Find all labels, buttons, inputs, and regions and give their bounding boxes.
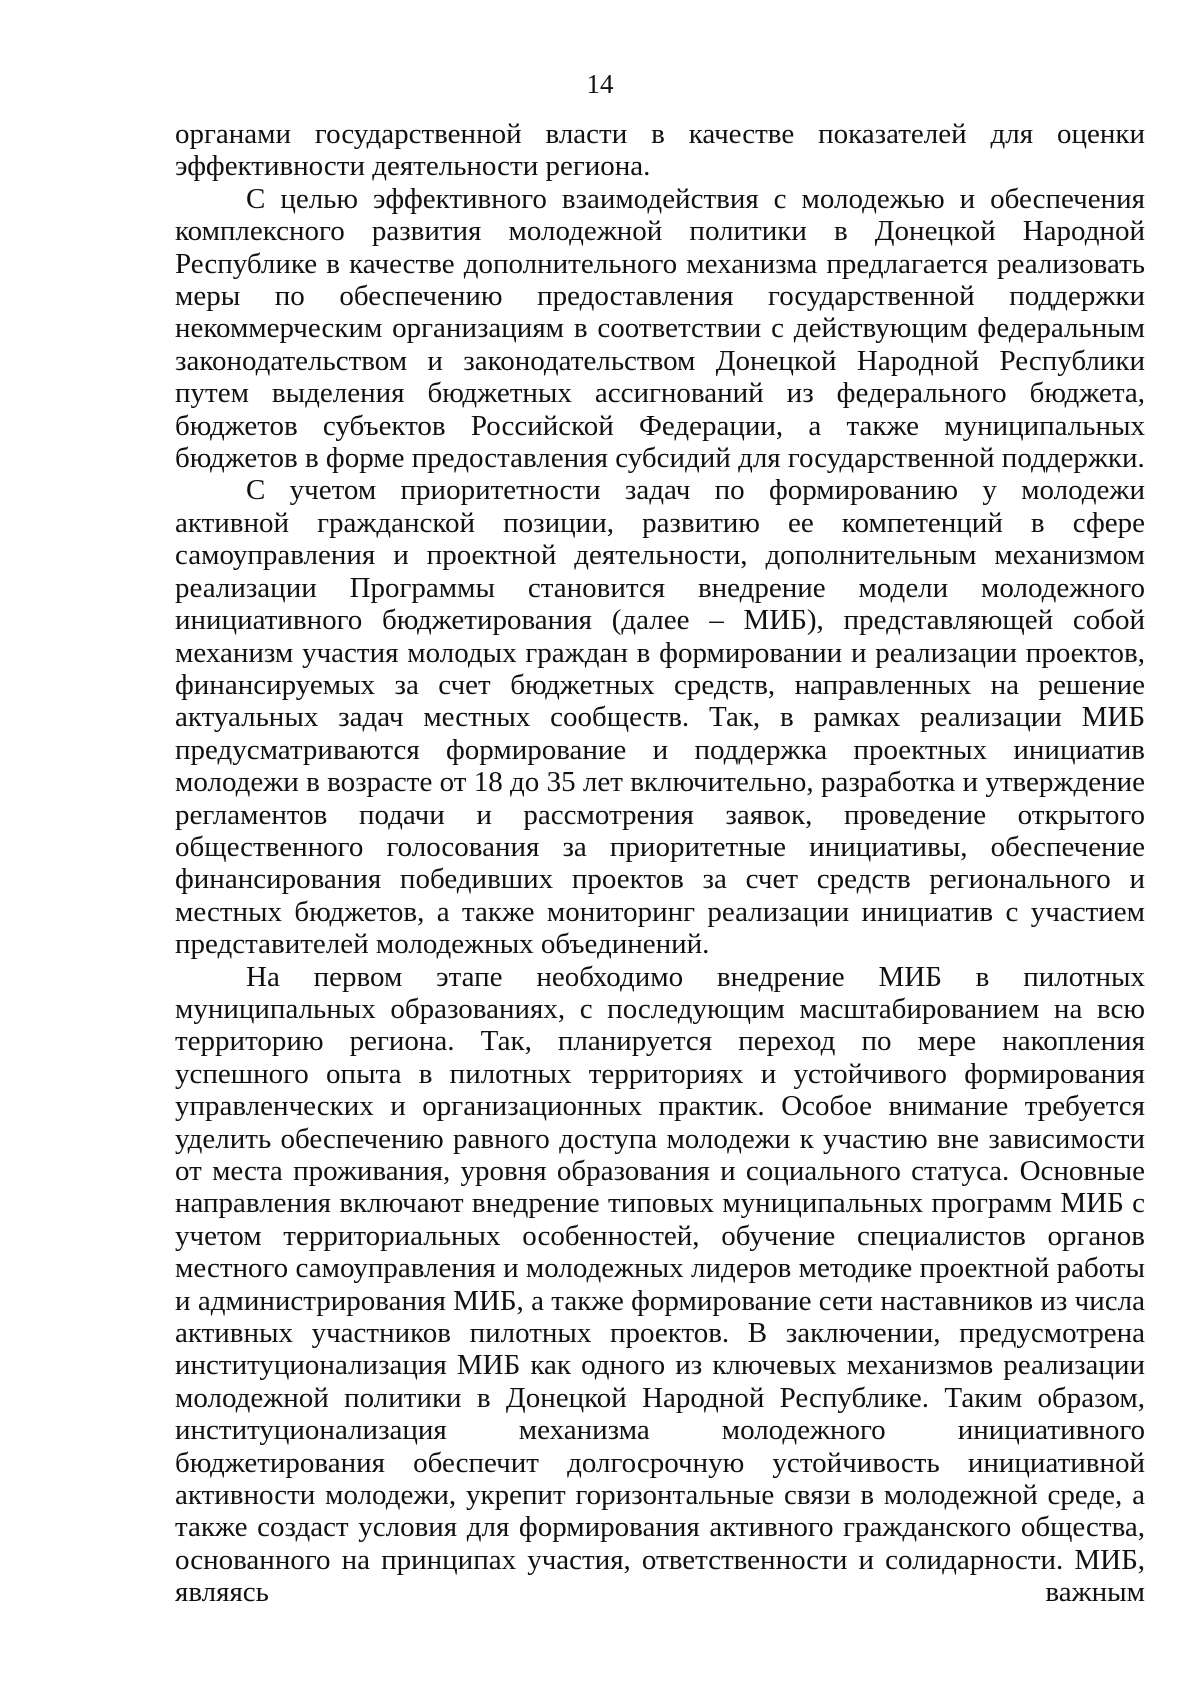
body-text	[175, 118, 1145, 1609]
paragraph-pilot-stage: На первом этапе необходимо внедрение МИБ в пилотных муниципальных образованиях, с последующим масштабированием на всю территорию региона. Так, планируется переход по мере накопления успешного опыта в пилотных территориях и устойчивого формирования управленческих и организационных практик. Особое внимание требуется уделить обеспечению равного доступа молодежи к участию вне зависимости от места проживания, уровня образования и социального статуса. Основные направления включают внедрение типовых муниципальных программ МИБ с учетом территориальных особенностей, обучение специалистов органов местного самоуправления и молодежных лидеров методике проектной работы и администрирования МИБ, а также формирование сети наставников из числа активных участников пилотных проектов. В заключении, предусмотрена институционализация МИБ как одного из ключевых механизмов реализации молодежной политики в Донецкой Народной Республике. Таким образом, институционализация механизма молодежного инициативного бюджетирования обеспечит долгосрочную устойчивость инициативной активности молодежи, укрепит горизонтальные связи в молодежной среде, а также создаст условия для формирования активного гражданского общества, основанного на принципах участия, ответственности и солидарности. МИБ, являясь важным	[175, 960, 1145, 1609]
paragraph-ngo-support: С целью эффективного взаимодействия с молодежью и обеспечения комплексного развития молодежной политики в Донецкой Народной Республике в качестве дополнительного механизма предлагается реализовать меры по обеспечению предоставления государственной поддержки некоммерческим организациям в соответствии с действующим федеральным законодательством и законодательством Донецкой Народной Республики путем выделения бюджетных ассигнований из федерального бюджета, бюджетов субъектов Российской Федерации, а также муниципальных бюджетов в форме предоставления субсидий для государственной поддержки.	[175, 182, 1145, 475]
page-number: 14	[586, 69, 614, 99]
paragraph-youth-budgeting: С учетом приоритетности задач по формированию у молодежи активной гражданской позиции, развитию ее компетенций в сфере самоуправления и проектной деятельности, дополнительным механизмом реализации Программы становится внедрение модели молодежного инициативного бюджетирования (далее – МИБ), представляющей собой механизм участия молодых граждан в формировании и реализации проектов, финансируемых за счет бюджетных средств, направленных на решение актуальных задач местных сообществ. Так, в рамках реализации МИБ предусматриваются формирование и поддержка проектных инициатив молодежи в возрасте от 18 до 35 лет включительно, разработка и утверждение регламентов подачи и рассмотрения заявок, проведение открытого общественного голосования за приоритетные инициативы, обеспечение финансирования победивших проектов за счет средств регионального и местных бюджетов, а также мониторинг реализации инициатив с участием представителей молодежных объединений.	[175, 474, 1145, 961]
paragraph-continuation: органами государственной власти в качестве показателей для оценки эффективности деятельности региона.	[175, 118, 1145, 183]
